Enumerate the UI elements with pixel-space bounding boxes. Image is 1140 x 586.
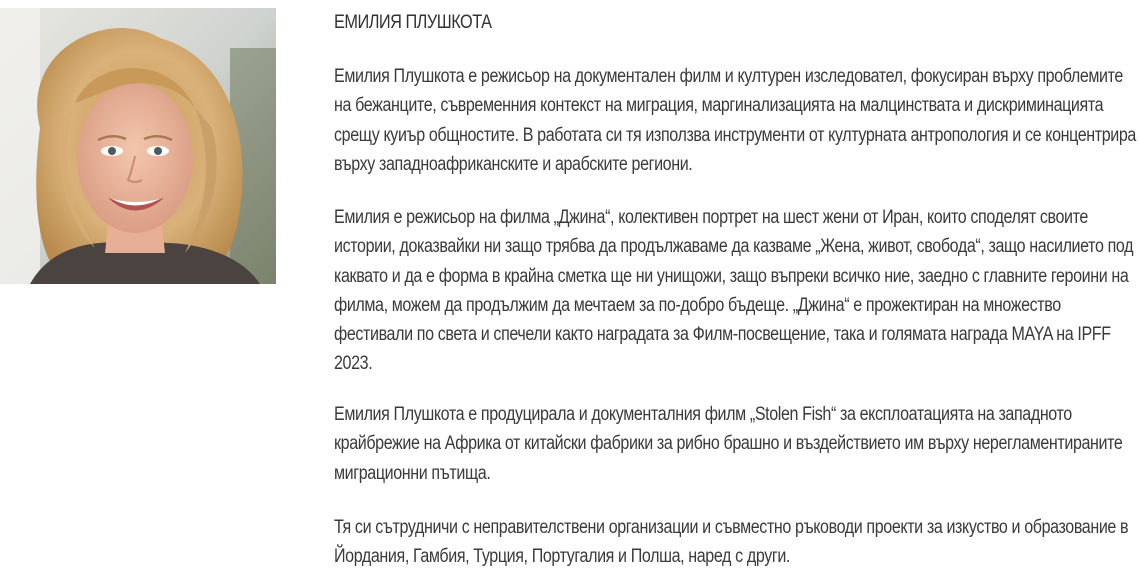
bio-section	[334, 10, 1136, 568]
person-name: ЕМИЛИЯ ПЛУШКОТА	[334, 12, 492, 33]
portrait-image	[0, 8, 276, 284]
bio-paragraph-1: Емилия Плушкота е режисьор на документален филм и културен изследовател, фокусиран върху проблемите на бежанците, съвременния контекст на миграция, маргинализацията на малцинствата и дискриминацията срещу куиър общностите. В работата си тя използва инструменти от културната антропология и се концентрира върху западноафриканските и арабските региони.	[334, 66, 1136, 175]
profile-photo	[0, 8, 276, 284]
bio-paragraph-2: Емилия е режисьор на филма „Джина“, колективен портрет на шест жени от Иран, които споделят своите истории, доказвайки ни защо трябва да продължаваме да казваме „Жена, живот, свобода“, защо насилието под каквато и да е форма в крайна сметка ще ни унищожи, защо въпреки всичко ние, заедно с главните героини на филма, можем да продължим да мечтаем за по-добро бъдеще. „Джина“ е прожектиран на множество фестивали по света и спечели както наградата за Филм-посвещение, така и голямата награда MAYA на IPFF 2023.	[334, 207, 1134, 375]
bio-paragraph-3: Емилия Плушкота е продуцирала и документалния филм „Stolen Fish“ за експлоатацията на западното крайбрежие на Африка от китайски фабрики за рибно брашно и въздействието им върху нерегламентираните миграционни пътища.	[334, 404, 1123, 484]
bio-paragraph-4: Тя си сътрудничи с неправителствени организации и съвместно ръководи проекти за изкуство и образование в Йордания, Гамбия, Турция, Португалия и Полша, наред с други.	[334, 517, 1129, 568]
